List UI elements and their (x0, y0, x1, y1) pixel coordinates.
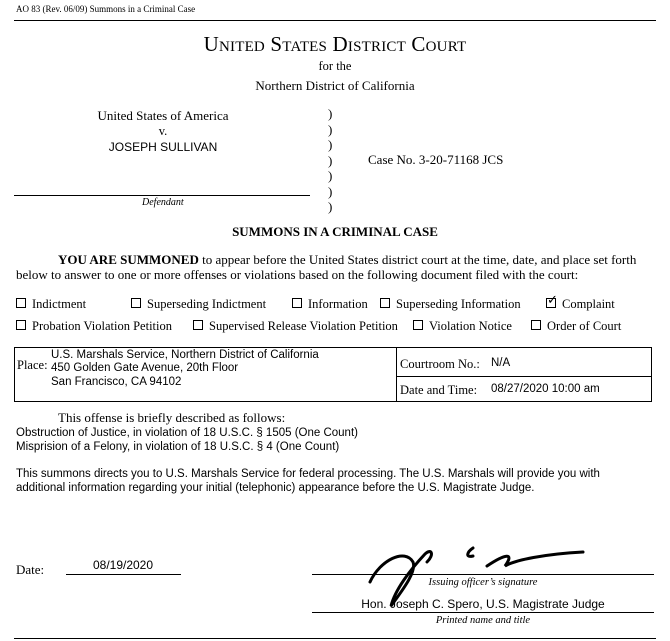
footer-rule (14, 638, 656, 639)
checkbox-complaint[interactable] (546, 298, 556, 308)
doc-probation-violation-petition[interactable]: Probation Violation Petition (16, 319, 172, 334)
offense-intro: This offense is briefly described as follows: (58, 410, 286, 425)
checkbox-superseding-indictment[interactable] (131, 298, 141, 308)
summons-heading: SUMMONS IN A CRIMINAL CASE (232, 224, 438, 239)
date-label: Date: (16, 562, 45, 577)
header-rule (14, 20, 656, 21)
printed-name-rule (312, 612, 654, 613)
doc-supervised-release-violation-petition[interactable]: Supervised Release Violation Petition (193, 319, 398, 334)
case-number-label: Case No. (368, 152, 416, 167)
directive-line-2: additional information regarding your initial (telephonic) appearance before the U.S. Magistrate Judge. (16, 482, 535, 494)
court-title: United States District Court (203, 32, 467, 56)
doc-superseding-indictment[interactable]: Superseding Indictment (131, 297, 266, 312)
intro-line-2: below to answer to one or more offenses or violations based on the following document filed with the court: (16, 267, 579, 282)
place-line-2: 450 Golden Gate Avenue, 20th Floor (51, 362, 239, 374)
versus: v. (158, 124, 168, 138)
defendant-name: JOSEPH SULLIVAN (108, 140, 218, 154)
checkbox-probation-violation-petition[interactable] (16, 320, 26, 330)
defendant-rule (14, 195, 310, 196)
printed-name: Hon. Joseph C. Spero, U.S. Magistrate Judge (361, 597, 605, 611)
appearance-box-hdivider (396, 376, 651, 377)
directive-line-1: This summons directs you to U.S. Marshals Service for federal processing. The U.S. Marshals will provide you with (16, 468, 600, 480)
place-label: Place: (17, 358, 48, 372)
intro-line-1 (58, 252, 636, 268)
offense-line-2: Misprision of a Felony, in violation of 18 U.S.C. § 4 (One Count) (16, 441, 340, 453)
doc-complaint[interactable]: ✓ Complaint (546, 297, 615, 312)
date-value: 08/19/2020 (92, 558, 154, 572)
checkbox-information[interactable] (292, 298, 302, 308)
checkbox-indictment[interactable] (16, 298, 26, 308)
checkbox-supervised-release-violation-petition[interactable] (193, 320, 203, 330)
plaintiff-name: United States of America (97, 108, 229, 123)
intro-line-1-rest: to appear before the United States district court at the time, date, and place set forth (198, 252, 637, 267)
doc-violation-notice[interactable]: Violation Notice (413, 319, 512, 334)
appearance-box-divider (396, 347, 397, 401)
checkbox-superseding-information[interactable] (380, 298, 390, 308)
date-rule (66, 574, 181, 575)
place-line-1: U.S. Marshals Service, Northern District of California (51, 349, 319, 361)
case-number-value: 3-20-71168 JCS (418, 152, 504, 167)
offense-line-1: Obstruction of Justice, in violation of 18 U.S.C. § 1505 (One Count) (16, 427, 358, 439)
checkbox-order-of-court[interactable] (531, 320, 541, 330)
court-for: for the (318, 59, 352, 73)
place-line-3: San Francisco, CA 94102 (51, 376, 182, 388)
issuing-signature-label: Issuing officer’s signature (428, 577, 538, 588)
checkbox-violation-notice[interactable] (413, 320, 423, 330)
issuing-signature-rule (312, 574, 654, 575)
doc-information[interactable]: Information (292, 297, 368, 312)
doc-order-of-court[interactable]: Order of Court (531, 319, 621, 334)
intro-bold: YOU ARE SUMMONED (58, 252, 199, 267)
datetime-label: Date and Time: (400, 383, 478, 397)
doc-superseding-information[interactable]: Superseding Information (380, 297, 521, 312)
datetime-value: 08/27/2020 10:00 am (491, 383, 600, 395)
court-district: Northern District of California (255, 78, 415, 93)
courtroom-label: Courtroom No.: (400, 357, 480, 371)
form-identifier: AO 83 (Rev. 06/09) Summons in a Criminal Case (16, 4, 196, 14)
defendant-label: Defendant (142, 197, 184, 208)
case-number (368, 152, 503, 168)
printed-name-label: Printed name and title (435, 615, 531, 626)
doc-indictment[interactable]: Indictment (16, 297, 86, 312)
courtroom-value: N/A (491, 357, 511, 369)
caption-parens: ) ) ) ) ) ) ) (328, 106, 333, 214)
